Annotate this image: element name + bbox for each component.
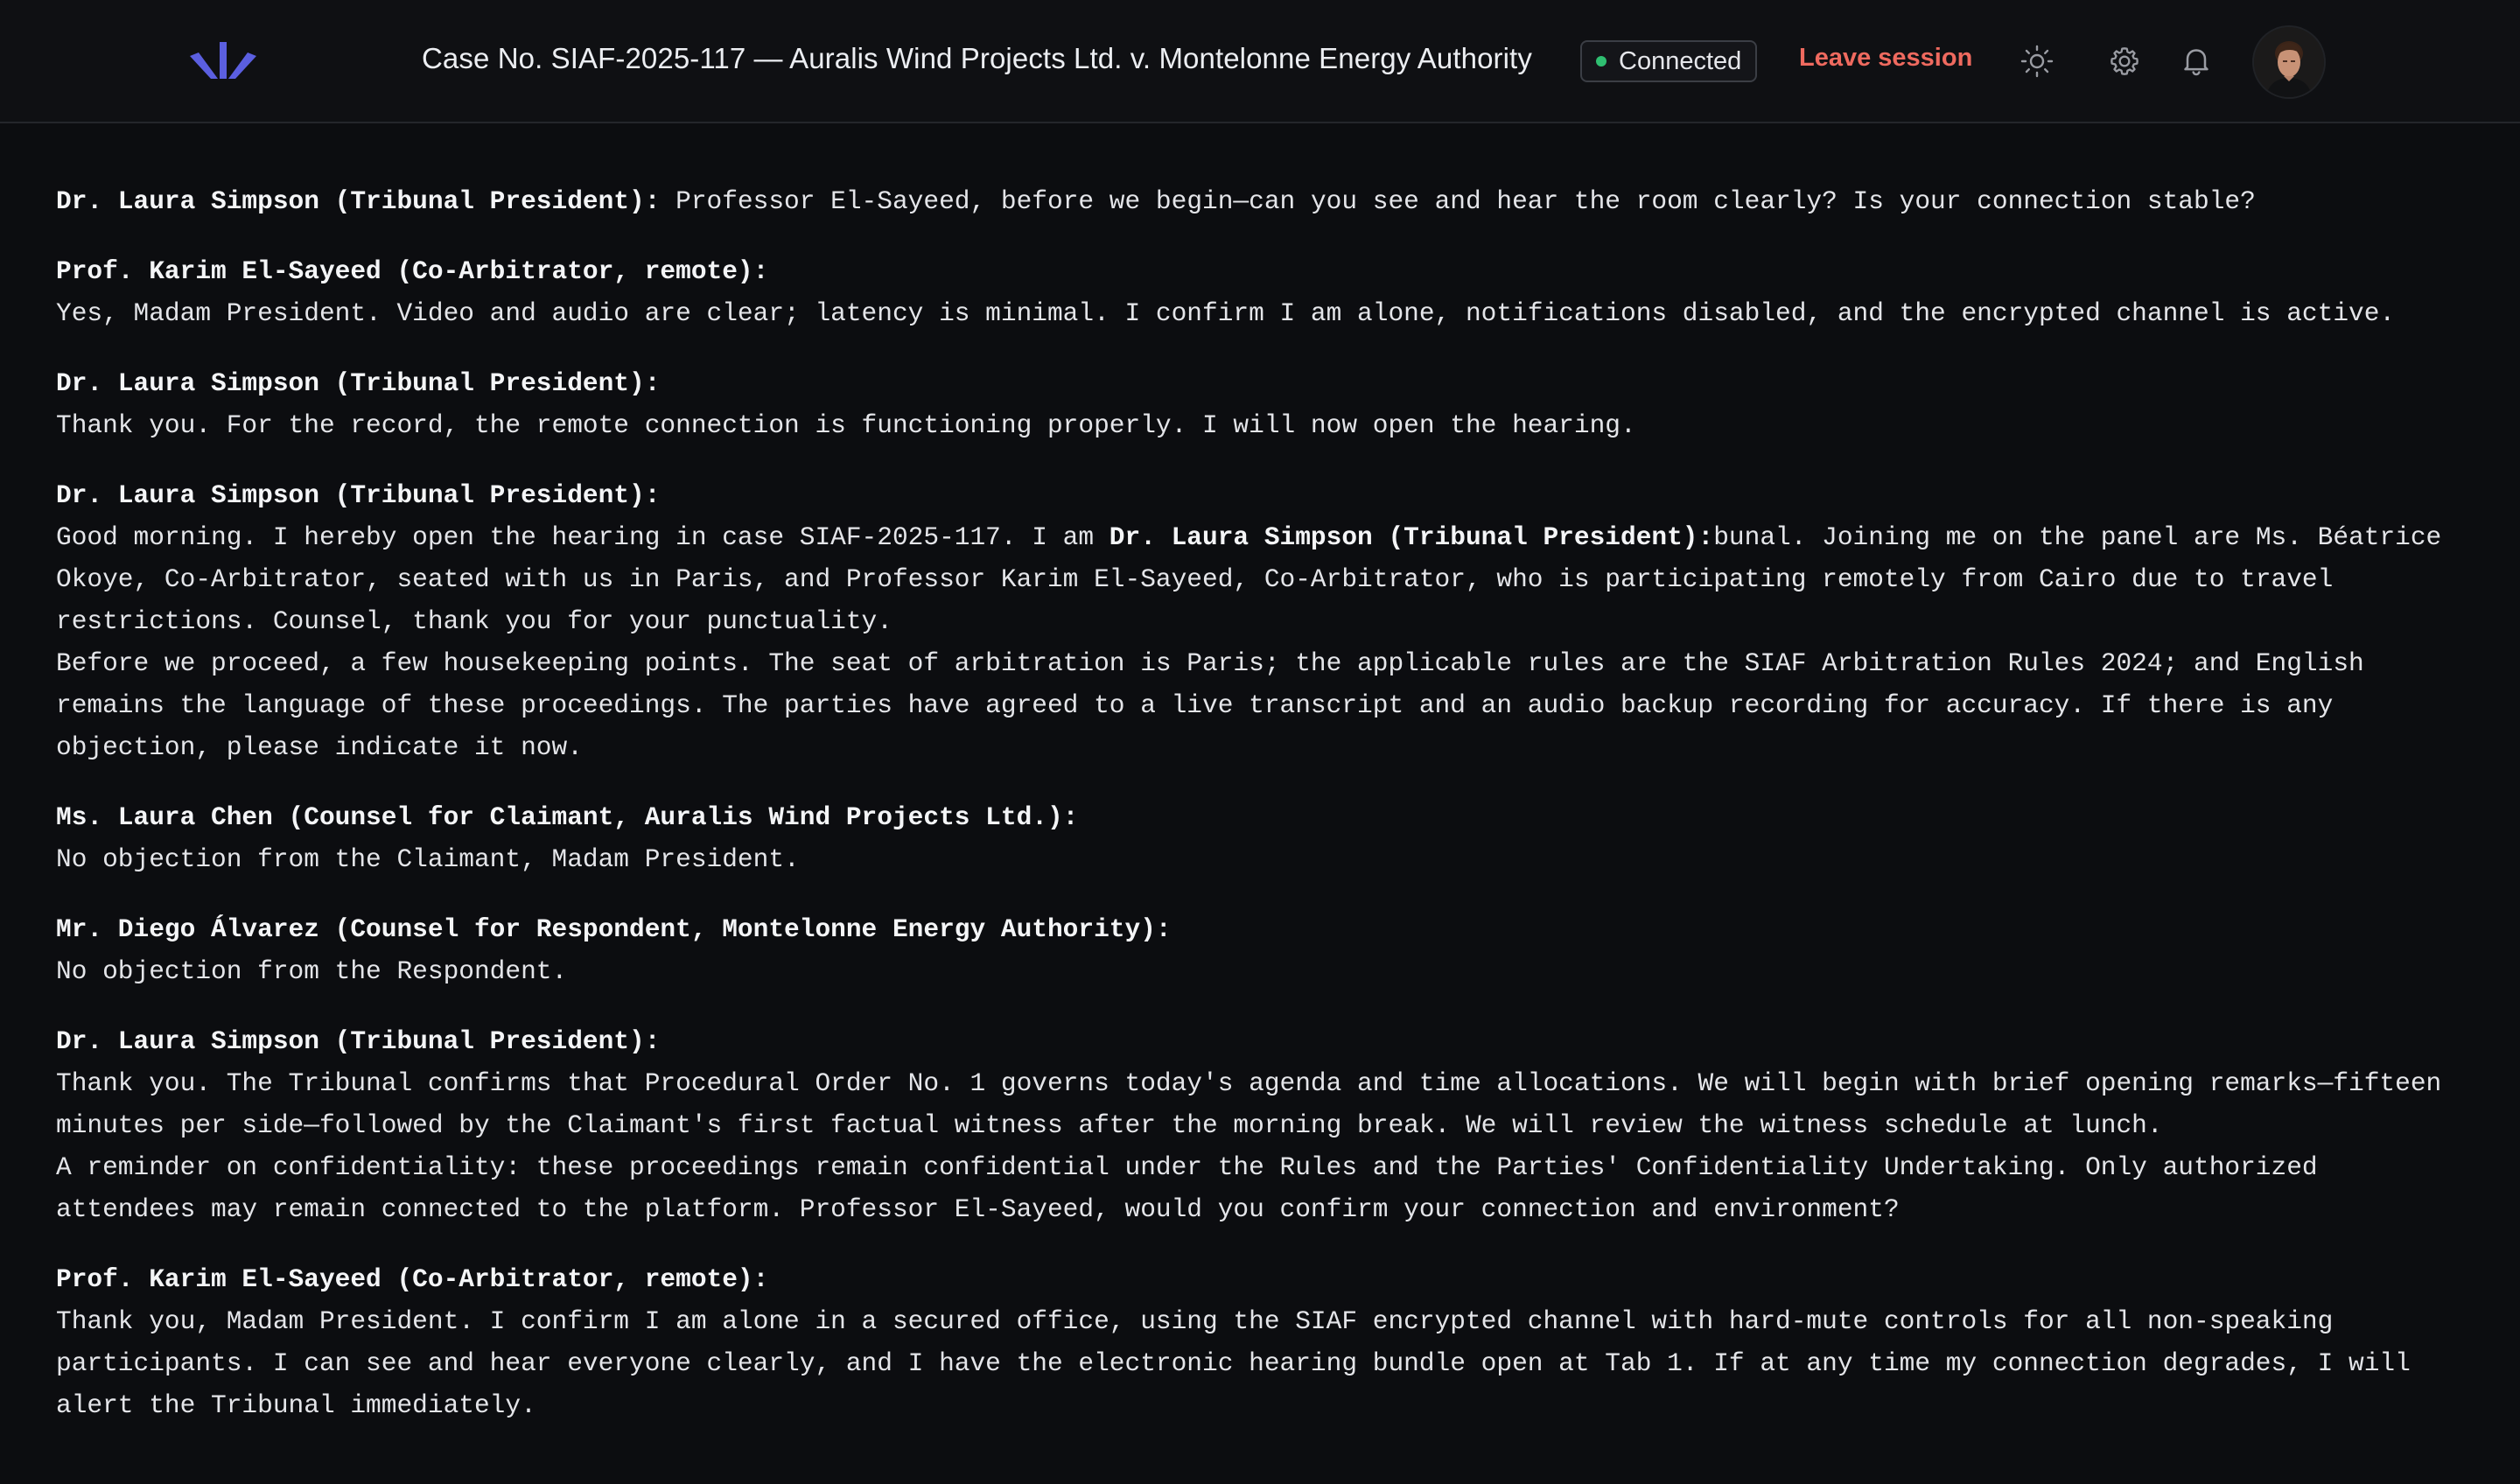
entry-paragraph: Before we proceed, a few housekeeping points. The seat of arbitration is Paris; the applicable rules are the SIAF Arbitration Rules 2024; and English remains the language of these proceedings. The parties have agreed to a live transcript and an audio backup recording for accuracy. If there is any objection, please indicate it now. <box>56 648 2380 762</box>
speaker-name-inline: Dr. Laura Simpson (Tribunal President): <box>1109 522 1714 552</box>
speaker-name: Dr. Laura Simpson (Tribunal President): <box>56 186 661 216</box>
entry-paragraph: Thank you. For the record, the remote connection is functioning properly. I will now open the hearing. <box>56 410 1636 440</box>
transcript-entry <box>56 362 2471 446</box>
transcript-entry <box>56 474 2471 768</box>
theme-toggle-button[interactable] <box>2018 42 2056 80</box>
speaker-name: Dr. Laura Simpson (Tribunal President): <box>56 1026 661 1056</box>
gear-icon <box>2107 44 2142 79</box>
sun-icon <box>2020 44 2054 79</box>
entry-paragraph: Yes, Madam President. Video and audio are clear; latency is minimal. I confirm I am alone, notifications disabled, and the encrypted channel is active. <box>56 298 2396 328</box>
notifications-button[interactable] <box>2177 42 2216 80</box>
connection-status-badge <box>1580 40 1757 82</box>
transcript-entry <box>56 180 2471 222</box>
entry-paragraph <box>56 516 2471 642</box>
speaker-name: Prof. Karim El-Sayeed (Co-Arbitrator, remote): <box>56 1264 769 1294</box>
transcript-entry <box>56 1258 2471 1426</box>
speaker-name: Dr. Laura Simpson (Tribunal President): <box>56 368 661 398</box>
speaker-name: Mr. Diego Álvarez (Counsel for Respondent, Montelonne Energy Authority): <box>56 914 1172 944</box>
entry-text-segment: Good morning. I hereby open the hearing in case SIAF-2025-117. I am <box>56 522 1110 552</box>
entry-inline-text: Professor El-Sayeed, before we begin—can you see and hear the room clearly? Is your connection stable? <box>660 186 2256 216</box>
transcript-entry <box>56 908 2471 992</box>
speaker-name: Prof. Karim El-Sayeed (Co-Arbitrator, remote): <box>56 256 769 286</box>
avatar[interactable] <box>2254 27 2324 97</box>
logo-icon[interactable] <box>187 40 259 82</box>
entry-paragraph: No objection from the Claimant, Madam President. <box>56 844 800 874</box>
transcript-entry <box>56 796 2471 880</box>
status-label: Connected <box>1619 47 1742 75</box>
entry-paragraph: No objection from the Respondent. <box>56 956 568 986</box>
speaker-name: Ms. Laura Chen (Counsel for Claimant, Auralis Wind Projects Ltd.): <box>56 802 1079 832</box>
entry-text-segment: bunal. Joining me on the panel are Ms. Béatrice Okoye, Co-Arbitrator, seated with us in Paris, and Professor Karim El-Sayeed, Co-Arbitrator, who is participating remotely from Cairo due to travel restrictions. Counsel, thank you for your punctuality. <box>56 522 2457 636</box>
transcript <box>56 180 2471 1454</box>
top-bar <box>0 0 2520 123</box>
status-dot-icon <box>1596 56 1606 66</box>
transcript-entry <box>56 250 2471 334</box>
bell-icon <box>2179 44 2214 79</box>
entry-paragraph: Thank you, Madam President. I confirm I am alone in a secured office, using the SIAF encrypted channel with hard-mute controls for all non-speaking participants. I can see and hear everyone clearly, and I have the electronic hearing bundle open at Tab 1. If at any time my connection degrades, I will alert the Tribunal immediately. <box>56 1306 2426 1420</box>
entry-text <box>56 180 2471 222</box>
entry-paragraph: Thank you. The Tribunal confirms that Procedural Order No. 1 governs today's agenda and time allocations. We will begin with brief opening remarks—fifteen minutes per side—followed by the Claimant's first factual witness after the morning break. We will review the witness schedule at lunch. <box>56 1068 2457 1140</box>
settings-button[interactable] <box>2105 42 2144 80</box>
transcript-entry <box>56 1020 2471 1230</box>
leave-session-button[interactable]: Leave session <box>1799 44 1973 72</box>
speaker-name: Dr. Laura Simpson (Tribunal President): <box>56 480 661 510</box>
entry-paragraph: A reminder on confidentiality: these proceedings remain confidential under the Rules and the Parties' Confidentiality Undertaking. Only authorized attendees may remain connected to the platform. Professor El-Sayeed, would you confirm your connection and environment? <box>56 1152 2334 1224</box>
case-title: Case No. SIAF-2025-117 — Auralis Wind Projects Ltd. v. Montelonne Energy Authority <box>422 42 1532 74</box>
